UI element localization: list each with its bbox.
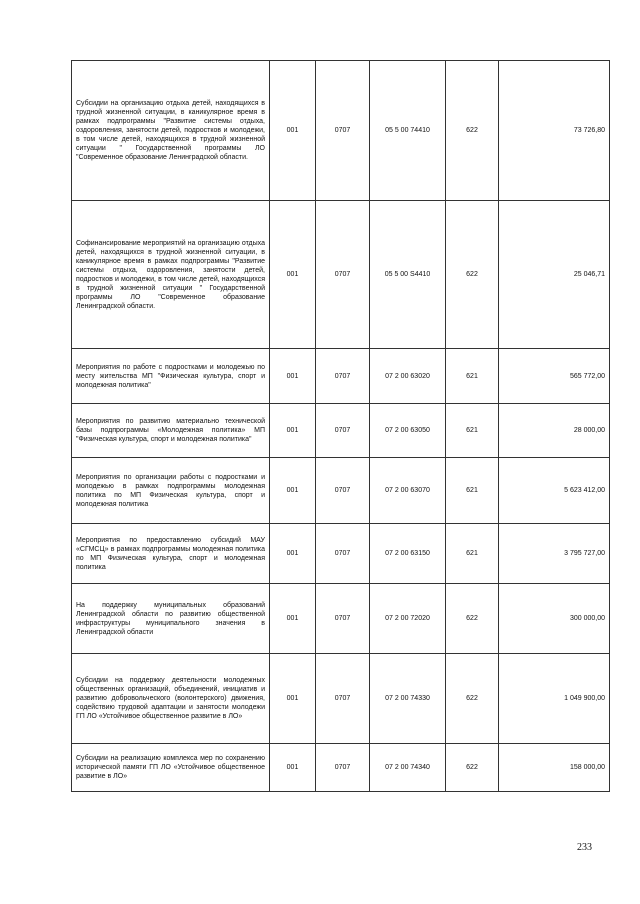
row-admin-code: 001 — [270, 61, 316, 201]
row-admin-code: 001 — [270, 349, 316, 404]
row-description: Мероприятия по организации работы с подростками и молодежью в рамках подпрограммы молодежная политика по МП Физическая культура, спорт и молодежная политика — [72, 458, 270, 524]
table-row — [72, 61, 610, 201]
row-description: Субсидии на организацию отдыха детей, находящихся в трудной жизненной ситуации, в каникулярное время в рамках подпрограммы "Развитие системы отдыха, оздоровления, занятости детей, подростков и молодежи, в том числе детей, находящихся в трудной жизненной ситуации " Государственной программы ЛО "Современное образование Ленинградской области. — [72, 61, 270, 201]
row-expense-type: 622 — [446, 654, 499, 744]
row-section-code: 0707 — [316, 744, 370, 792]
row-amount: 25 046,71 — [499, 201, 610, 349]
row-section-code: 0707 — [316, 61, 370, 201]
row-section-code: 0707 — [316, 349, 370, 404]
row-admin-code: 001 — [270, 654, 316, 744]
row-description: На поддержку муниципальных образований Ленинградской области по развитию общественной инфраструктуры муниципального значения в Ленинградской области — [72, 584, 270, 654]
row-section-code: 0707 — [316, 524, 370, 584]
row-description: Мероприятия по развитию материально технической базы подпрограммы «Молодежная политика» МП "Физическая культура, спорт и молодежная политика" — [72, 404, 270, 458]
row-expense-type: 622 — [446, 744, 499, 792]
row-description: Мероприятия по работе с подростками и молодежью по месту жительства МП "Физическая культура, спорт и молодежная политика" — [72, 349, 270, 404]
row-admin-code: 001 — [270, 524, 316, 584]
row-amount: 5 623 412,00 — [499, 458, 610, 524]
row-amount: 28 000,00 — [499, 404, 610, 458]
row-target-code: 07 2 00 74330 — [370, 654, 446, 744]
row-section-code: 0707 — [316, 654, 370, 744]
budget-table-body — [72, 61, 610, 792]
row-amount: 565 772,00 — [499, 349, 610, 404]
table-row — [72, 584, 610, 654]
row-target-code: 07 2 00 63070 — [370, 458, 446, 524]
row-expense-type: 622 — [446, 61, 499, 201]
table-row — [72, 349, 610, 404]
row-target-code: 05 5 00 S4410 — [370, 201, 446, 349]
row-admin-code: 001 — [270, 201, 316, 349]
table-row — [72, 404, 610, 458]
row-description: Субсидии на реализацию комплекса мер по сохранению исторической памяти ГП ЛО «Устойчивое общественное развитие в ЛО» — [72, 744, 270, 792]
row-expense-type: 621 — [446, 458, 499, 524]
row-amount: 73 726,80 — [499, 61, 610, 201]
row-description: Субсидии на поддержку деятельности молодежных общественных организаций, объединений, инициатив и развитию добровольческого (волонтерского) движения, содействию трудовой адаптации и занятости молодежи ГП ЛО «Устойчивое общественное развитие в ЛО» — [72, 654, 270, 744]
row-amount: 158 000,00 — [499, 744, 610, 792]
row-expense-type: 621 — [446, 404, 499, 458]
budget-table — [71, 60, 610, 792]
row-amount: 1 049 900,00 — [499, 654, 610, 744]
row-target-code: 07 2 00 63020 — [370, 349, 446, 404]
table-row — [72, 654, 610, 744]
row-amount: 300 000,00 — [499, 584, 610, 654]
row-admin-code: 001 — [270, 458, 316, 524]
row-expense-type: 622 — [446, 584, 499, 654]
row-admin-code: 001 — [270, 584, 316, 654]
table-row — [72, 458, 610, 524]
row-target-code: 07 2 00 72020 — [370, 584, 446, 654]
row-target-code: 07 2 00 63150 — [370, 524, 446, 584]
row-section-code: 0707 — [316, 458, 370, 524]
row-admin-code: 001 — [270, 744, 316, 792]
row-section-code: 0707 — [316, 404, 370, 458]
row-description: Мероприятия по предоставлению субсидий МАУ «СГМСЦ» в рамках подпрограммы молодежная политика по МП Физическая культура, спорт и молодежная политика — [72, 524, 270, 584]
row-description: Софинансирование мероприятий на организацию отдыха детей, находящихся в трудной жизненной ситуации, в каникулярное время в рамках подпрограммы "Развитие системы отдыха, оздоровления, занятости детей, подростков и молодежи, в том числе детей, находящихся в трудной жизненной ситуации " Государственной программы ЛО "Современное образование Ленинградской области. — [72, 201, 270, 349]
row-expense-type: 622 — [446, 201, 499, 349]
row-expense-type: 621 — [446, 349, 499, 404]
row-expense-type: 621 — [446, 524, 499, 584]
table-row — [72, 201, 610, 349]
row-target-code: 07 2 00 63050 — [370, 404, 446, 458]
table-row — [72, 524, 610, 584]
table-row — [72, 744, 610, 792]
row-admin-code: 001 — [270, 404, 316, 458]
row-section-code: 0707 — [316, 584, 370, 654]
row-target-code: 05 5 00 74410 — [370, 61, 446, 201]
row-target-code: 07 2 00 74340 — [370, 744, 446, 792]
row-section-code: 0707 — [316, 201, 370, 349]
row-amount: 3 795 727,00 — [499, 524, 610, 584]
page-number: 233 — [577, 842, 592, 853]
